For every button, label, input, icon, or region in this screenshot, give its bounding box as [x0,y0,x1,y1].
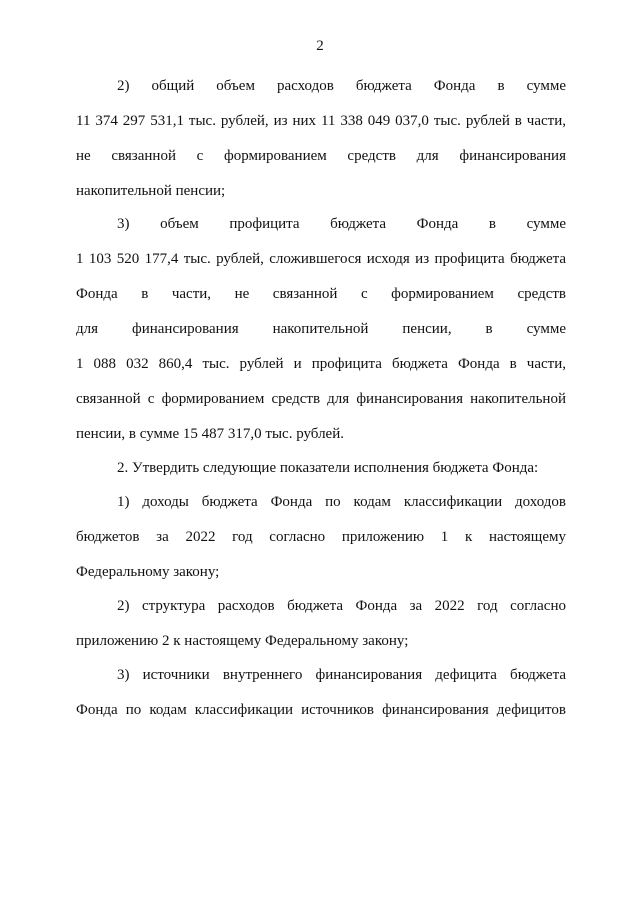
page-number: 2 [316,38,324,54]
text-line: для финансирования накопительной пенсии, в сумме [76,321,566,337]
text-line: не связанной с формированием средств для финансирования [76,148,566,164]
text-line: накопительной пенсии; [76,183,226,199]
text-line: 2) общий объем расходов бюджета Фонда в сумме [117,78,566,94]
text-line: 3) источники внутреннего финансирования дефицита бюджета [117,667,566,683]
text-line: 1 088 032 860,4 тыс. рублей и профицита бюджета Фонда в части, [76,356,566,372]
text-line: 2) структура расходов бюджета Фонда за 2022 год согласно [117,598,566,614]
text-line: приложению 2 к настоящему Федеральному закону; [76,633,409,649]
text-line: 1 103 520 177,4 тыс. рублей, сложившегося исходя из профицита бюджета [76,251,566,267]
text-line: 1) доходы бюджета Фонда по кодам классификации доходов [117,494,566,510]
text-line: бюджетов за 2022 год согласно приложению 1 к настоящему [76,529,566,545]
section-heading: 2. Утвердить следующие показатели исполнения бюджета Фонда: [117,460,539,476]
text-line: связанной с формированием средств для финансирования накопительной [76,391,566,407]
text-line: Фонда по кодам классификации источников финансирования дефицитов [76,702,566,718]
text-line: 11 374 297 531,1 тыс. рублей, из них 11 338 049 037,0 тыс. рублей в части, [76,113,566,129]
text-line: Федеральному закону; [76,564,220,580]
text-line: пенсии, в сумме 15 487 317,0 тыс. рублей. [76,426,344,442]
text-line: 3) объем профицита бюджета Фонда в сумме [117,216,566,232]
text-line: Фонда в части, не связанной с формированием средств [76,286,566,302]
